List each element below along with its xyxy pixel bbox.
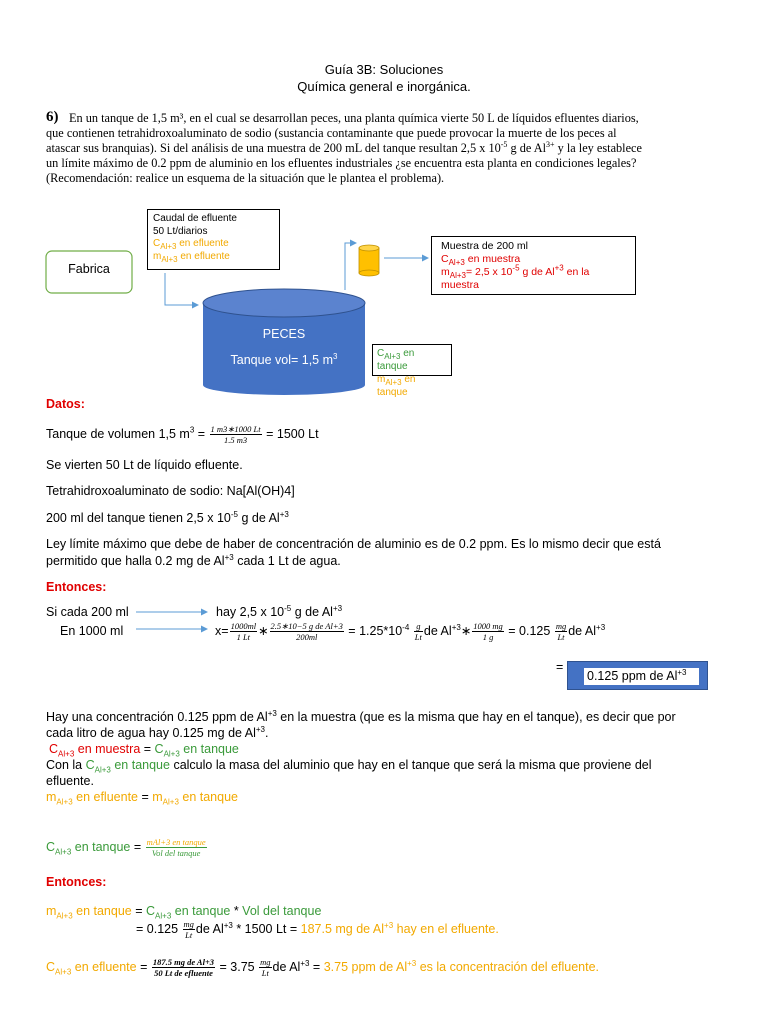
tank-top [203, 289, 365, 317]
problem-line-3: atascar sus branquias). Si del análisis de una muestra de 200 mL del tanque resultan 2,5 x $10^{-5}$ g de $Al^{3+}$ y la ley establece [46, 139, 642, 155]
fabrica-to-tank-arrow [165, 273, 198, 305]
concl-line-2: cada litro de agua hay 0.125 mg de $Al^{+3}$. [46, 724, 269, 740]
caudal-line-2: 50 Lt/diarios [153, 225, 208, 237]
sample-cylinder-top [359, 245, 379, 251]
problem-line-4: un límite máximo de 0.2 ppm de aluminio en los efluentes industriales ¿se encuentra esta planta en condiciones legales? [46, 156, 637, 170]
en-1000ml: En 1000 ml [60, 624, 124, 638]
muestra-m-label: $m_{Al+3}= 2,5$ x $10^{-5}$ g de $Al^{+3}$ en la muestra [441, 263, 590, 291]
tank-bottom [203, 375, 365, 395]
page-title: Guía 3B: Soluciones [324, 62, 444, 77]
problem-number: 6) [46, 109, 59, 125]
tank-label: PECES [262, 327, 306, 341]
concl-line-3: $C_{Al+3}$ en muestra = $C_{Al+3}$ en tanque [49, 742, 239, 759]
diagram-svg [0, 0, 768, 400]
ctank-formula: $C_{Al+3}$ en tanque = $\frac{\text{mAl+3 en tanque}}{\text{Vol del tanque}}$ [46, 837, 206, 859]
muestra-box [431, 236, 636, 295]
datos-ley-1: Ley límite máximo que debe de haber de concentración de aluminio es de 0.2 ppm. Es lo mismo decir que está [46, 537, 661, 551]
result-value: 0.125 ppm de $Al^{+3}$ [584, 668, 699, 685]
tank-volume: Tanque vol= 1,5 $m^3$ [230, 351, 338, 367]
hay-amount: hay 2,5 x $10^{-5}$ g de $Al^{+3}$ [216, 603, 343, 619]
datos-heading: Datos: [46, 397, 85, 411]
entonces-heading-1: Entonces: [46, 580, 107, 594]
x-equation: x= $\frac{1000ml}{1 Lt}$ ∗ $\frac{\text{2.5∗10−5 g de Al+3}}{200ml}$ = $1.25*10^{-4}$ $\frac{g}{Lt}$ de $Al^{+3}∗$ $\frac{1000 mg}{1 g}$ = 0.125 $\frac{mg}{Lt}$ de $Al^{+3}$ [215, 621, 606, 643]
caudal-line-1: Caudal de efluente [153, 213, 237, 224]
concl-line-1: Hay una concentración 0.125 ppm de $Al^{+3}$ en la muestra (que es la misma que hay en el tanque), es decir que por [46, 708, 676, 724]
concl-line-4: Con la $C_{Al+3}$ en tanque calculo la masa del aluminio que hay en el tanque que será la misma que proviene del [46, 758, 652, 775]
tank-m-label: $m_{Al+3}$ en tanque [377, 374, 416, 398]
tank-to-sample-arrow [345, 243, 356, 290]
result-equals: = [556, 660, 564, 674]
caudal-line-4: $m_{Al+3}$ en efluente [153, 250, 230, 264]
fabrica-label: Fabrica [68, 262, 110, 276]
caudal-line-3: $C_{Al+3}$ en efluente [153, 238, 229, 251]
si-cada-200ml: Si cada 200 ml [46, 605, 129, 619]
datos-tanque: Tanque de volumen 1,5 $m^3$ = $\frac{1 m3∗1000 Lt}{1.5 m3}$ = 1500 Lt [46, 424, 319, 445]
tank-annotation-box [372, 344, 452, 398]
cefluente-line: $C_{Al+3}$ en efluente = $\frac{\text{187.5 mg de Al+3}}{\text{50 Lt de efluente}}$ = 3.75 $\frac{mg}{Lt}$ de $Al^{+3} = 3.75$ ppm de $Al^{+3}$ es la concentración del efluente. [46, 957, 599, 979]
muestra-c-label: $C_{Al+3}$ en muestra [441, 253, 521, 268]
concl-line-5: efluente. [46, 774, 94, 788]
mtank-line: $m_{Al+3}$ en tanque = $C_{Al+3}$ en tanque * Vol del tanque [46, 904, 322, 921]
sample-cylinder-bottom [359, 270, 379, 276]
result-box [567, 661, 708, 690]
sample-cylinder-body [359, 248, 379, 273]
concl-line-6: $m_{Al+3}$ en efluente = $m_{Al+3}$ en tanque [46, 790, 238, 807]
entonces-heading-2: Entonces: [46, 875, 107, 889]
datos-ley-2: permitido que halla 0.2 mg de $Al^{+3}$ cada 1 Lt de agua. [46, 552, 341, 568]
page-subtitle: Química general e inorgánica. [297, 79, 471, 94]
tank-c-label: $C_{Al+3}$ en tanque [377, 348, 415, 372]
mtank-result-line: = 0.125 $\frac{mg}{Lt}$ de $Al^{+3} * 1500$ Lt = 187.5 mg de $Al^{+3}$ hay en el efluente. [136, 919, 499, 941]
problem-line-5: (Recomendación: realice un esquema de la situación que le plantea el problema). [46, 171, 445, 185]
problem-line-2: que contienen tetrahidroxoaluminato de sodio (sustancia contaminante que puede provocar la muerte de los peces al [46, 126, 617, 140]
datos-vierten: Se vierten 50 Lt de líquido efluente. [46, 458, 243, 472]
datos-tetra: Tetrahidroxoaluminato de sodio: Na[Al(OH)4] [46, 484, 295, 498]
datos-200ml: 200 ml del tanque tienen 2,5 x $10^{-5}$ g de $Al^{+3}$ [46, 509, 289, 525]
problem-line-1: En un tanque de 1,5 m³, en el cual se desarrollan peces, una planta química vierte 50 L de líquidos efluentes diarios, [69, 111, 639, 125]
caudal-box [147, 209, 280, 270]
muestra-title: Muestra de 200 ml [441, 240, 528, 252]
